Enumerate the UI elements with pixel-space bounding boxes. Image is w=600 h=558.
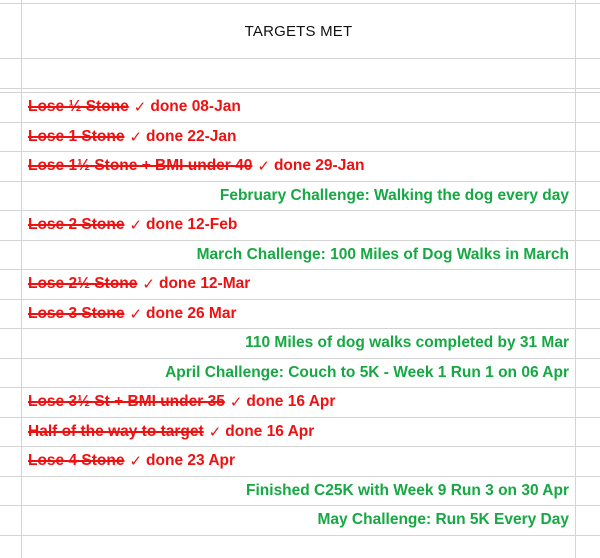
- checkmark-icon: ✓: [133, 98, 147, 117]
- target-row: [0, 123, 600, 153]
- target-done-date: done 29-Jan: [273, 157, 365, 175]
- target-done-date: done 26 Mar: [146, 304, 237, 322]
- row-cell-c[interactable]: [575, 0, 600, 3]
- target-cell[interactable]: [23, 447, 574, 476]
- target-row: [0, 388, 600, 418]
- row-cell-a[interactable]: [0, 211, 22, 240]
- target-row: [0, 270, 600, 300]
- target-label-struck: Lose 2 Stone: [28, 216, 125, 234]
- row-cell-c[interactable]: [575, 300, 600, 329]
- row-cell-c[interactable]: [575, 477, 600, 506]
- row-cell-a[interactable]: [0, 506, 22, 535]
- row-cell-a[interactable]: [0, 123, 22, 152]
- row-cell-c[interactable]: [575, 93, 600, 122]
- row-cell-c[interactable]: [575, 123, 600, 152]
- challenge-row: [0, 329, 600, 359]
- row-cell-c[interactable]: [575, 536, 600, 558]
- target-cell[interactable]: [23, 152, 574, 181]
- row-cell-a[interactable]: [0, 447, 22, 476]
- row-cell-a[interactable]: [0, 241, 22, 270]
- sheet-row-blank: [0, 59, 600, 89]
- target-done-date: done 23 Apr: [146, 452, 236, 470]
- row-cell-a[interactable]: [0, 0, 22, 3]
- row-cell-a[interactable]: [0, 536, 22, 558]
- row-cell-a[interactable]: [0, 329, 22, 358]
- target-done-date: done 08-Jan: [150, 98, 241, 116]
- target-done-date: done 16 Apr: [246, 393, 336, 411]
- row-cell-a[interactable]: [0, 477, 22, 506]
- challenge-row: [0, 506, 600, 536]
- row-cell-c[interactable]: [575, 270, 600, 299]
- row-cell-c[interactable]: [575, 418, 600, 447]
- challenge-row: [0, 241, 600, 271]
- target-done-date: done 16 Apr: [225, 422, 315, 440]
- checkmark-icon: ✓: [229, 393, 243, 412]
- target-label-struck: Lose 1½ Stone + BMI under 40: [28, 157, 253, 175]
- target-cell[interactable]: [23, 270, 574, 299]
- target-cell[interactable]: [23, 211, 574, 240]
- target-label-struck: Lose 3 Stone: [28, 304, 125, 322]
- row-cell-c[interactable]: [575, 388, 600, 417]
- row-cell-a[interactable]: [0, 359, 22, 388]
- target-cell[interactable]: [23, 388, 574, 417]
- checkmark-icon: ✓: [257, 157, 270, 176]
- target-label-struck: Lose 1 Stone: [28, 127, 125, 145]
- row-cell-c[interactable]: [575, 152, 600, 181]
- row-cell-c[interactable]: [575, 59, 600, 88]
- row-cell-a[interactable]: [0, 388, 22, 417]
- challenge-cell[interactable]: May Challenge: Run 5K Every Day: [317, 511, 569, 529]
- row-cell-a[interactable]: [0, 59, 22, 88]
- target-row: [0, 93, 600, 123]
- challenge-cell[interactable]: February Challenge: Walking the dog every day: [219, 186, 569, 204]
- checkmark-icon: ✓: [208, 422, 222, 441]
- target-row: [0, 211, 600, 241]
- challenge-row: [0, 477, 600, 507]
- challenge-cell[interactable]: April Challenge: Couch to 5K - Week 1 Run 1 on 06 Apr: [165, 363, 569, 381]
- checkmark-icon: ✓: [129, 452, 143, 471]
- row-cell-a[interactable]: [0, 152, 22, 181]
- sheet-row-title: [0, 4, 600, 59]
- checkmark-icon: ✓: [142, 275, 155, 294]
- target-cell[interactable]: [23, 93, 574, 122]
- target-row: [0, 418, 600, 448]
- target-cell[interactable]: [23, 418, 574, 447]
- target-done-date: done 12-Feb: [146, 216, 238, 234]
- row-cell-c[interactable]: [575, 329, 600, 358]
- checkmark-icon: ✓: [129, 216, 143, 235]
- row-cell-c[interactable]: [575, 4, 600, 58]
- row-cell-c[interactable]: [575, 182, 600, 211]
- target-label-struck: Lose 4 Stone: [28, 452, 125, 470]
- target-row: [0, 300, 600, 330]
- challenge-cell[interactable]: Finished C25K with Week 9 Run 3 on 30 Apr: [246, 481, 569, 499]
- challenge-row: [0, 182, 600, 212]
- blank-cell[interactable]: [23, 59, 574, 88]
- challenge-row: [0, 359, 600, 389]
- challenge-cell[interactable]: March Challenge: 100 Miles of Dog Walks in March: [196, 245, 569, 263]
- row-cell-a[interactable]: [0, 182, 22, 211]
- challenge-cell[interactable]: 110 Miles of dog walks completed by 31 Mar: [245, 334, 569, 352]
- row-cell-a[interactable]: [0, 270, 22, 299]
- row-cell-c[interactable]: [575, 211, 600, 240]
- target-label-struck: Lose 3½ St + BMI under 35: [28, 393, 225, 411]
- target-row: [0, 152, 600, 182]
- sheet-title[interactable]: TARGETS MET: [244, 22, 353, 40]
- row-cell-c[interactable]: [575, 241, 600, 270]
- sheet-row-blank: [0, 536, 600, 558]
- row-cell-c[interactable]: [575, 447, 600, 476]
- target-row: [0, 447, 600, 477]
- row-cell-a[interactable]: [0, 418, 22, 447]
- row-cell-c[interactable]: [575, 89, 600, 92]
- target-label-struck: Lose 2½ Stone: [28, 275, 138, 293]
- target-label-struck: Half of the way to target: [28, 422, 204, 440]
- target-cell[interactable]: [23, 300, 574, 329]
- row-cell-c[interactable]: [575, 506, 600, 535]
- checkmark-icon: ✓: [129, 304, 143, 323]
- row-cell-a[interactable]: [0, 93, 22, 122]
- checkmark-icon: ✓: [129, 127, 143, 146]
- target-label-struck: Lose ½ Stone: [28, 98, 129, 116]
- target-done-date: done 12-Mar: [158, 275, 251, 293]
- target-cell[interactable]: [23, 123, 574, 152]
- row-cell-c[interactable]: [575, 359, 600, 388]
- row-cell-a[interactable]: [0, 300, 22, 329]
- row-cell-a[interactable]: [0, 89, 22, 92]
- row-cell-a[interactable]: [0, 4, 22, 58]
- target-done-date: done 22-Jan: [146, 127, 237, 145]
